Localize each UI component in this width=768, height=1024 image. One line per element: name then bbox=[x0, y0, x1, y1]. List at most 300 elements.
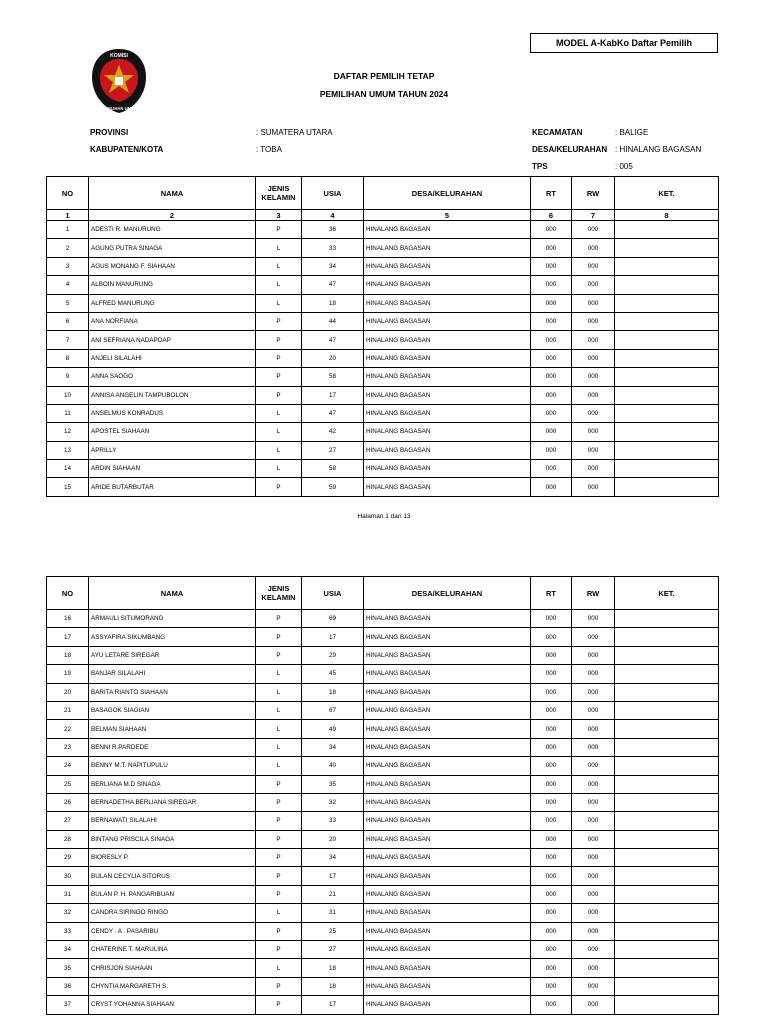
cell-nama: ALFRED MANURUNG bbox=[89, 294, 256, 312]
document-title: DAFTAR PEMILIH TETAP bbox=[333, 71, 435, 81]
cell-ket bbox=[615, 276, 719, 294]
cell-usia: 18 bbox=[302, 683, 364, 701]
cell-no: 33 bbox=[47, 922, 89, 940]
cell-rw: 000 bbox=[572, 996, 615, 1014]
column-index: 7 bbox=[572, 210, 615, 221]
col-desa: DESA/KELURAHAN bbox=[364, 177, 531, 210]
cell-nama: BERNAWATI SILALAHI bbox=[89, 812, 256, 830]
cell-nama: AYU LETARE SIREGAR bbox=[89, 646, 256, 664]
table-header-row bbox=[47, 177, 719, 210]
cell-desa: HINALANG BAGASAN bbox=[364, 738, 531, 756]
cell-no: 36 bbox=[47, 977, 89, 995]
cell-usia: 40 bbox=[302, 757, 364, 775]
cell-nama: ARMAULI SITUMORANG bbox=[89, 610, 256, 628]
kecamatan-value: : BALIGE bbox=[615, 128, 649, 137]
cell-usia: 44 bbox=[302, 312, 364, 330]
cell-desa: HINALANG BAGASAN bbox=[364, 349, 531, 367]
cell-rw: 000 bbox=[572, 368, 615, 386]
table-row bbox=[47, 904, 719, 922]
tps-label: TPS bbox=[532, 162, 548, 171]
cell-no: 16 bbox=[47, 610, 89, 628]
cell-ket bbox=[615, 665, 719, 683]
col-usia: USIA bbox=[302, 577, 364, 610]
cell-ket bbox=[615, 775, 719, 793]
cell-no: 1 bbox=[47, 221, 89, 239]
cell-jenis-kelamin: P bbox=[256, 977, 302, 995]
cell-desa: HINALANG BAGASAN bbox=[364, 757, 531, 775]
cell-ket bbox=[615, 368, 719, 386]
page-number: Halaman 1 dari 13 bbox=[357, 513, 411, 520]
cell-usia: 20 bbox=[302, 349, 364, 367]
table-row bbox=[47, 812, 719, 830]
cell-rt: 000 bbox=[531, 276, 572, 294]
cell-rw: 000 bbox=[572, 977, 615, 995]
cell-usia: 59 bbox=[302, 478, 364, 496]
cell-desa: HINALANG BAGASAN bbox=[364, 276, 531, 294]
cell-no: 8 bbox=[47, 349, 89, 367]
cell-jenis-kelamin: P bbox=[256, 386, 302, 404]
column-index: 3 bbox=[256, 210, 302, 221]
cell-jenis-kelamin: L bbox=[256, 904, 302, 922]
cell-rt: 000 bbox=[531, 959, 572, 977]
col-no: NO bbox=[47, 577, 89, 610]
cell-no: 9 bbox=[47, 368, 89, 386]
cell-nama: APOSTEL SIAHAAN bbox=[89, 423, 256, 441]
cell-no: 26 bbox=[47, 793, 89, 811]
cell-usia: 18 bbox=[302, 977, 364, 995]
cell-usia: 34 bbox=[302, 849, 364, 867]
cell-rw: 000 bbox=[572, 849, 615, 867]
cell-no: 24 bbox=[47, 757, 89, 775]
col-jenis-kelamin: JENIS KELAMIN bbox=[256, 177, 302, 210]
table-header-row bbox=[47, 577, 719, 610]
table-row bbox=[47, 441, 719, 459]
cell-desa: HINALANG BAGASAN bbox=[364, 221, 531, 239]
cell-ket bbox=[615, 867, 719, 885]
cell-usia: 34 bbox=[302, 257, 364, 275]
cell-ket bbox=[615, 941, 719, 959]
cell-desa: HINALANG BAGASAN bbox=[364, 386, 531, 404]
cell-rw: 000 bbox=[572, 331, 615, 349]
cell-usia: 47 bbox=[302, 404, 364, 422]
cell-desa: HINALANG BAGASAN bbox=[364, 257, 531, 275]
table-row bbox=[47, 312, 719, 330]
cell-ket bbox=[615, 646, 719, 664]
cell-jenis-kelamin: L bbox=[256, 441, 302, 459]
cell-rt: 000 bbox=[531, 331, 572, 349]
table-row bbox=[47, 867, 719, 885]
cell-no: 23 bbox=[47, 738, 89, 756]
cell-usia: 34 bbox=[302, 738, 364, 756]
table-row bbox=[47, 294, 719, 312]
cell-jenis-kelamin: P bbox=[256, 793, 302, 811]
cell-no: 37 bbox=[47, 996, 89, 1014]
kecamatan-label: KECAMATAN bbox=[532, 128, 583, 137]
cell-no: 10 bbox=[47, 386, 89, 404]
col-ket: KET. bbox=[615, 177, 719, 210]
cell-rw: 000 bbox=[572, 239, 615, 257]
cell-nama: AGUNG PUTRA SINAGA bbox=[89, 239, 256, 257]
cell-no: 13 bbox=[47, 441, 89, 459]
cell-no: 32 bbox=[47, 904, 89, 922]
table-row bbox=[47, 793, 719, 811]
cell-usia: 17 bbox=[302, 867, 364, 885]
cell-ket bbox=[615, 793, 719, 811]
table-row bbox=[47, 386, 719, 404]
cell-jenis-kelamin: L bbox=[256, 460, 302, 478]
cell-nama: BULAN P. H. PANGARIBUAN bbox=[89, 885, 256, 903]
cell-rw: 000 bbox=[572, 665, 615, 683]
cell-ket bbox=[615, 849, 719, 867]
cell-nama: ANNA SAOGO bbox=[89, 368, 256, 386]
cell-jenis-kelamin: L bbox=[256, 665, 302, 683]
table-row bbox=[47, 628, 719, 646]
cell-desa: HINALANG BAGASAN bbox=[364, 812, 531, 830]
cell-no: 19 bbox=[47, 665, 89, 683]
cell-rt: 000 bbox=[531, 904, 572, 922]
cell-desa: HINALANG BAGASAN bbox=[364, 441, 531, 459]
kabupaten-value: : TOBA bbox=[256, 145, 282, 154]
cell-nama: ADESTI R. MANURUNG bbox=[89, 221, 256, 239]
cell-usia: 33 bbox=[302, 812, 364, 830]
cell-no: 6 bbox=[47, 312, 89, 330]
cell-rt: 000 bbox=[531, 757, 572, 775]
cell-ket bbox=[615, 720, 719, 738]
cell-rt: 000 bbox=[531, 404, 572, 422]
cell-nama: BASAGOK SIAGIAN bbox=[89, 701, 256, 719]
cell-no: 25 bbox=[47, 775, 89, 793]
cell-desa: HINALANG BAGASAN bbox=[364, 294, 531, 312]
column-index: 1 bbox=[47, 210, 89, 221]
cell-rt: 000 bbox=[531, 312, 572, 330]
cell-usia: 36 bbox=[302, 221, 364, 239]
cell-desa: HINALANG BAGASAN bbox=[364, 959, 531, 977]
cell-jenis-kelamin: P bbox=[256, 368, 302, 386]
cell-nama: BERLIANA M.D SINAGA bbox=[89, 775, 256, 793]
cell-jenis-kelamin: P bbox=[256, 775, 302, 793]
cell-rt: 000 bbox=[531, 294, 572, 312]
cell-nama: ALBOIN MANURUNG bbox=[89, 276, 256, 294]
cell-jenis-kelamin: L bbox=[256, 294, 302, 312]
cell-no: 5 bbox=[47, 294, 89, 312]
cell-desa: HINALANG BAGASAN bbox=[364, 460, 531, 478]
cell-rt: 000 bbox=[531, 812, 572, 830]
cell-rt: 000 bbox=[531, 701, 572, 719]
cell-usia: 27 bbox=[302, 941, 364, 959]
cell-rw: 000 bbox=[572, 610, 615, 628]
cell-rt: 000 bbox=[531, 441, 572, 459]
kabupaten-label: KABUPATEN/KOTA bbox=[90, 145, 164, 154]
cell-desa: HINALANG BAGASAN bbox=[364, 478, 531, 496]
cell-nama: CANDRA SIRINGO RINGO bbox=[89, 904, 256, 922]
cell-no: 21 bbox=[47, 701, 89, 719]
cell-no: 2 bbox=[47, 239, 89, 257]
cell-nama: CHYNTIA MARGARETH S. bbox=[89, 977, 256, 995]
cell-nama: BELMAN SIAHAAN bbox=[89, 720, 256, 738]
cell-rt: 000 bbox=[531, 941, 572, 959]
cell-rw: 000 bbox=[572, 460, 615, 478]
cell-usia: 21 bbox=[302, 885, 364, 903]
cell-rw: 000 bbox=[572, 757, 615, 775]
cell-rw: 000 bbox=[572, 830, 615, 848]
cell-jenis-kelamin: P bbox=[256, 849, 302, 867]
cell-rt: 000 bbox=[531, 885, 572, 903]
table-row bbox=[47, 423, 719, 441]
cell-nama: ARDIN SIAHAAN bbox=[89, 460, 256, 478]
table-row bbox=[47, 257, 719, 275]
provinsi-label: PROVINSI bbox=[90, 128, 129, 137]
table-row bbox=[47, 738, 719, 756]
cell-rw: 000 bbox=[572, 276, 615, 294]
col-desa: DESA/KELURAHAN bbox=[364, 577, 531, 610]
cell-usia: 25 bbox=[302, 922, 364, 940]
col-rt: RT bbox=[531, 177, 572, 210]
cell-nama: CHRISJON SIAHAAN bbox=[89, 959, 256, 977]
cell-rt: 000 bbox=[531, 738, 572, 756]
column-index: 2 bbox=[89, 210, 256, 221]
cell-desa: HINALANG BAGASAN bbox=[364, 849, 531, 867]
cell-desa: HINALANG BAGASAN bbox=[364, 775, 531, 793]
cell-nama: CHATERINE T. MARULINA bbox=[89, 941, 256, 959]
cell-usia: 47 bbox=[302, 276, 364, 294]
cell-usia: 49 bbox=[302, 720, 364, 738]
cell-ket bbox=[615, 460, 719, 478]
table-row bbox=[47, 959, 719, 977]
cell-rw: 000 bbox=[572, 478, 615, 496]
cell-usia: 29 bbox=[302, 646, 364, 664]
table-row bbox=[47, 221, 719, 239]
cell-ket bbox=[615, 331, 719, 349]
cell-jenis-kelamin: P bbox=[256, 941, 302, 959]
cell-desa: HINALANG BAGASAN bbox=[364, 331, 531, 349]
cell-desa: HINALANG BAGASAN bbox=[364, 404, 531, 422]
cell-desa: HINALANG BAGASAN bbox=[364, 922, 531, 940]
cell-rt: 000 bbox=[531, 665, 572, 683]
col-no: NO bbox=[47, 177, 89, 210]
cell-ket bbox=[615, 441, 719, 459]
cell-rw: 000 bbox=[572, 867, 615, 885]
cell-ket bbox=[615, 757, 719, 775]
cell-desa: HINALANG BAGASAN bbox=[364, 701, 531, 719]
cell-no: 22 bbox=[47, 720, 89, 738]
cell-rw: 000 bbox=[572, 386, 615, 404]
cell-rw: 000 bbox=[572, 349, 615, 367]
col-nama: NAMA bbox=[89, 177, 256, 210]
cell-ket bbox=[615, 312, 719, 330]
column-index: 6 bbox=[531, 210, 572, 221]
cell-jenis-kelamin: P bbox=[256, 628, 302, 646]
cell-desa: HINALANG BAGASAN bbox=[364, 720, 531, 738]
cell-nama: ANI SEFRIANA NADAPDAP bbox=[89, 331, 256, 349]
table-row bbox=[47, 368, 719, 386]
cell-rt: 000 bbox=[531, 922, 572, 940]
table-row bbox=[47, 757, 719, 775]
cell-desa: HINALANG BAGASAN bbox=[364, 610, 531, 628]
cell-rw: 000 bbox=[572, 646, 615, 664]
cell-jenis-kelamin: P bbox=[256, 478, 302, 496]
table-row bbox=[47, 720, 719, 738]
cell-jenis-kelamin: L bbox=[256, 757, 302, 775]
cell-no: 11 bbox=[47, 404, 89, 422]
cell-rw: 000 bbox=[572, 793, 615, 811]
cell-rt: 000 bbox=[531, 720, 572, 738]
cell-desa: HINALANG BAGASAN bbox=[364, 646, 531, 664]
cell-nama: AGUS MONANG F. SIAHAAN bbox=[89, 257, 256, 275]
cell-no: 20 bbox=[47, 683, 89, 701]
column-index: 8 bbox=[615, 210, 719, 221]
cell-ket bbox=[615, 830, 719, 848]
cell-no: 18 bbox=[47, 646, 89, 664]
cell-jenis-kelamin: P bbox=[256, 996, 302, 1014]
cell-ket bbox=[615, 683, 719, 701]
cell-desa: HINALANG BAGASAN bbox=[364, 312, 531, 330]
cell-usia: 58 bbox=[302, 460, 364, 478]
cell-rt: 000 bbox=[531, 460, 572, 478]
cell-desa: HINALANG BAGASAN bbox=[364, 941, 531, 959]
cell-ket bbox=[615, 404, 719, 422]
cell-no: 30 bbox=[47, 867, 89, 885]
table-row bbox=[47, 610, 719, 628]
cell-usia: 67 bbox=[302, 701, 364, 719]
col-rt: RT bbox=[531, 577, 572, 610]
cell-jenis-kelamin: P bbox=[256, 812, 302, 830]
cell-rt: 000 bbox=[531, 239, 572, 257]
cell-no: 28 bbox=[47, 830, 89, 848]
cell-usia: 17 bbox=[302, 628, 364, 646]
cell-rt: 000 bbox=[531, 849, 572, 867]
cell-rt: 000 bbox=[531, 610, 572, 628]
cell-nama: ARIDE BUTARBUTAR bbox=[89, 478, 256, 496]
table-row bbox=[47, 775, 719, 793]
cell-jenis-kelamin: P bbox=[256, 349, 302, 367]
cell-usia: 31 bbox=[302, 904, 364, 922]
cell-ket bbox=[615, 349, 719, 367]
cell-desa: HINALANG BAGASAN bbox=[364, 904, 531, 922]
voter-rows bbox=[47, 610, 719, 1015]
cell-jenis-kelamin: P bbox=[256, 646, 302, 664]
cell-usia: 58 bbox=[302, 368, 364, 386]
cell-desa: HINALANG BAGASAN bbox=[364, 683, 531, 701]
cell-jenis-kelamin: L bbox=[256, 701, 302, 719]
cell-usia: 18 bbox=[302, 294, 364, 312]
cell-jenis-kelamin: L bbox=[256, 276, 302, 294]
cell-usia: 69 bbox=[302, 610, 364, 628]
cell-nama: ANJELI SILALAHI bbox=[89, 349, 256, 367]
cell-rw: 000 bbox=[572, 441, 615, 459]
cell-rw: 000 bbox=[572, 959, 615, 977]
cell-nama: CRYST YOHANNA SIAHAAN bbox=[89, 996, 256, 1014]
cell-desa: HINALANG BAGASAN bbox=[364, 793, 531, 811]
cell-jenis-kelamin: L bbox=[256, 738, 302, 756]
cell-rw: 000 bbox=[572, 221, 615, 239]
cell-usia: 35 bbox=[302, 775, 364, 793]
cell-nama: APRILLY bbox=[89, 441, 256, 459]
cell-ket bbox=[615, 257, 719, 275]
cell-desa: HINALANG BAGASAN bbox=[364, 867, 531, 885]
table-row bbox=[47, 460, 719, 478]
table-row bbox=[47, 404, 719, 422]
cell-ket bbox=[615, 885, 719, 903]
cell-ket bbox=[615, 423, 719, 441]
cell-no: 3 bbox=[47, 257, 89, 275]
cell-no: 35 bbox=[47, 959, 89, 977]
table-row bbox=[47, 478, 719, 496]
table-row bbox=[47, 349, 719, 367]
cell-nama: BARITA RIANTO SIAHAAN bbox=[89, 683, 256, 701]
cell-no: 31 bbox=[47, 885, 89, 903]
cell-no: 12 bbox=[47, 423, 89, 441]
cell-rt: 000 bbox=[531, 221, 572, 239]
cell-nama: BERNADETHA BERLIANA SIREGAR bbox=[89, 793, 256, 811]
col-nama: NAMA bbox=[89, 577, 256, 610]
col-rw: RW bbox=[572, 577, 615, 610]
table-row bbox=[47, 922, 719, 940]
cell-usia: 42 bbox=[302, 423, 364, 441]
cell-usia: 17 bbox=[302, 996, 364, 1014]
cell-ket bbox=[615, 478, 719, 496]
cell-jenis-kelamin: P bbox=[256, 867, 302, 885]
cell-nama: ANNISA ANGELIN TAMPUBOLON bbox=[89, 386, 256, 404]
cell-rt: 000 bbox=[531, 977, 572, 995]
column-index-row bbox=[47, 210, 719, 221]
cell-desa: HINALANG BAGASAN bbox=[364, 628, 531, 646]
col-jenis-kelamin: JENIS KELAMIN bbox=[256, 577, 302, 610]
cell-desa: HINALANG BAGASAN bbox=[364, 423, 531, 441]
cell-jenis-kelamin: P bbox=[256, 221, 302, 239]
cell-ket bbox=[615, 996, 719, 1014]
cell-desa: HINALANG BAGASAN bbox=[364, 830, 531, 848]
cell-jenis-kelamin: P bbox=[256, 885, 302, 903]
cell-desa: HINALANG BAGASAN bbox=[364, 239, 531, 257]
cell-rw: 000 bbox=[572, 628, 615, 646]
cell-rw: 000 bbox=[572, 775, 615, 793]
cell-rt: 000 bbox=[531, 683, 572, 701]
cell-ket bbox=[615, 221, 719, 239]
cell-rt: 000 bbox=[531, 996, 572, 1014]
cell-rw: 000 bbox=[572, 812, 615, 830]
cell-rw: 000 bbox=[572, 922, 615, 940]
table-row bbox=[47, 331, 719, 349]
cell-ket bbox=[615, 922, 719, 940]
cell-jenis-kelamin: L bbox=[256, 239, 302, 257]
cell-rw: 000 bbox=[572, 404, 615, 422]
cell-usia: 18 bbox=[302, 959, 364, 977]
cell-rt: 000 bbox=[531, 386, 572, 404]
cell-desa: HINALANG BAGASAN bbox=[364, 665, 531, 683]
cell-jenis-kelamin: P bbox=[256, 610, 302, 628]
cell-usia: 20 bbox=[302, 830, 364, 848]
cell-rt: 000 bbox=[531, 628, 572, 646]
cell-ket bbox=[615, 294, 719, 312]
voter-table-page-1 bbox=[46, 176, 719, 497]
cell-rt: 000 bbox=[531, 368, 572, 386]
cell-rw: 000 bbox=[572, 701, 615, 719]
cell-rw: 000 bbox=[572, 904, 615, 922]
cell-nama: BULAN CECYLIA SITORUS bbox=[89, 867, 256, 885]
cell-no: 7 bbox=[47, 331, 89, 349]
cell-no: 17 bbox=[47, 628, 89, 646]
cell-rw: 000 bbox=[572, 885, 615, 903]
cell-ket bbox=[615, 959, 719, 977]
cell-no: 15 bbox=[47, 478, 89, 496]
cell-rw: 000 bbox=[572, 941, 615, 959]
cell-ket bbox=[615, 977, 719, 995]
cell-no: 4 bbox=[47, 276, 89, 294]
voter-rows bbox=[47, 221, 719, 497]
cell-ket bbox=[615, 701, 719, 719]
cell-desa: HINALANG BAGASAN bbox=[364, 368, 531, 386]
cell-rt: 000 bbox=[531, 830, 572, 848]
